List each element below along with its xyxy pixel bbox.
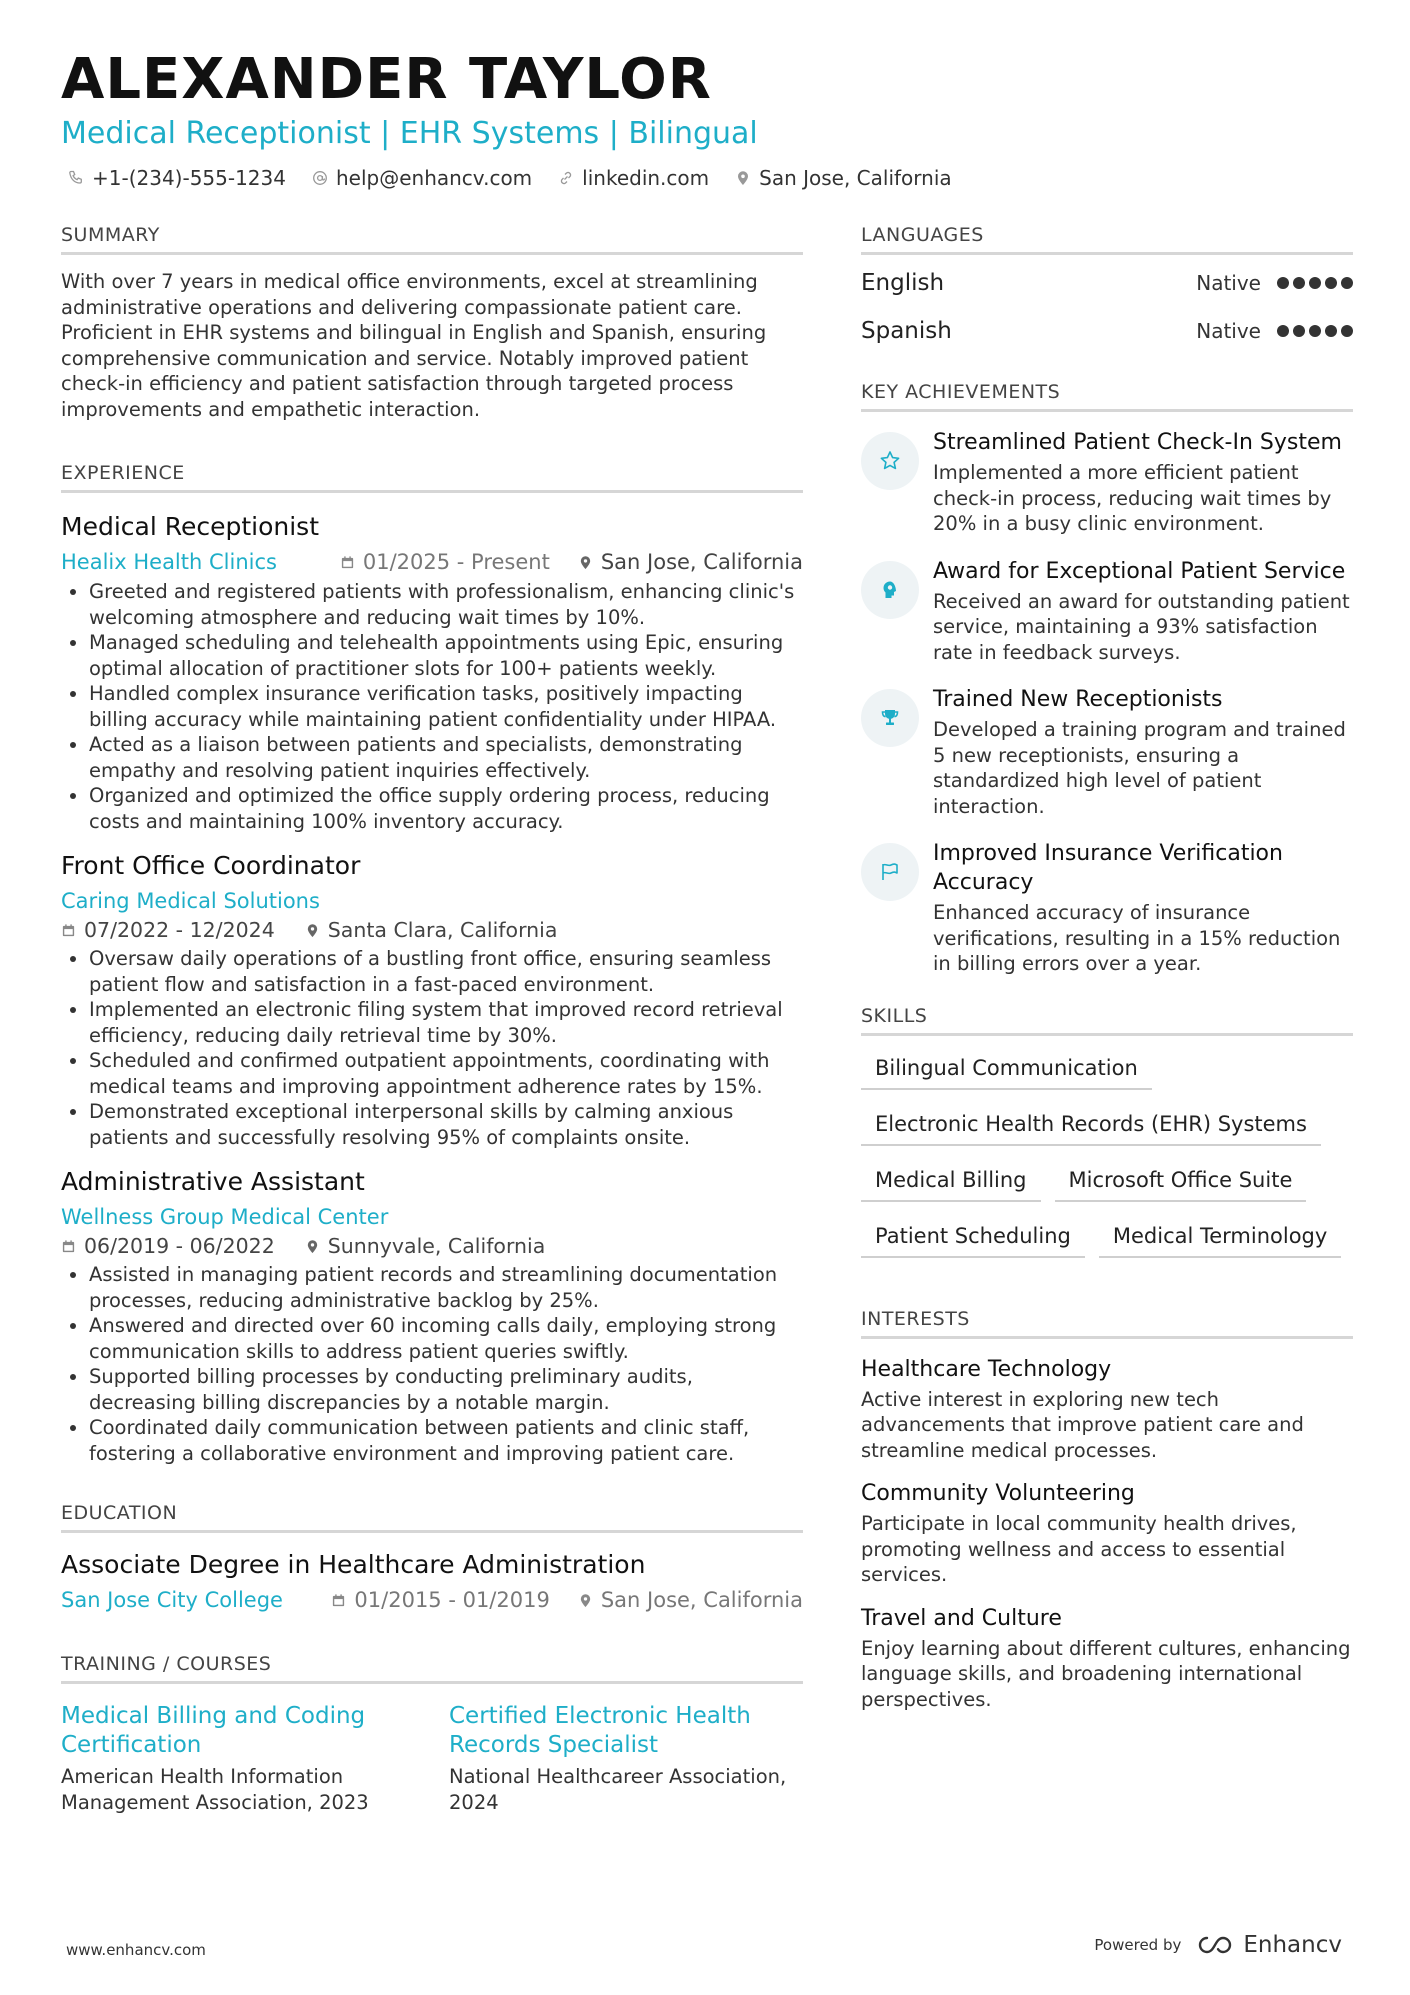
- achievement-item: [861, 685, 1353, 819]
- job-meta-secondary: [61, 916, 803, 944]
- company-name: Wellness Group Medical Center: [61, 1205, 389, 1229]
- interest-desc: Participate in local community health drives, promoting wellness and access to essential services.: [861, 1512, 1297, 1586]
- contact-email[interactable]: [312, 166, 532, 190]
- phone-icon: [68, 170, 84, 186]
- footer-branding[interactable]: [1094, 1932, 1342, 1958]
- achievement-desc: Enhanced accuracy of insurance verifications, resulting in a 15% reduction in billing errors over a year.: [933, 901, 1341, 975]
- interest-item: [861, 1604, 1353, 1713]
- candidate-name: ALEXANDER TAYLOR: [61, 47, 712, 112]
- summary-title: SUMMARY: [61, 224, 803, 255]
- dot-filled: [1341, 277, 1353, 289]
- job-dates-text: 07/2022 - 12/2024: [84, 918, 275, 942]
- achievement-item: [861, 428, 1353, 537]
- contact-bar: [68, 166, 952, 190]
- experience-title: EXPERIENCE: [61, 462, 803, 493]
- job-meta: [61, 1202, 803, 1232]
- bullet: • Answered and directed over 60 incoming calls daily, employing strong communication skills to address patient queries swiftly.: [89, 1313, 803, 1364]
- language-level-text: Native: [1196, 319, 1261, 343]
- job-dates-text: 01/2025 - Present: [362, 550, 550, 574]
- course-title: Certified Electronic Health Records Specialist: [449, 1703, 751, 1758]
- contact-phone[interactable]: [68, 166, 286, 190]
- interest-title: Travel and Culture: [861, 1605, 1062, 1631]
- language-name: English: [861, 270, 945, 296]
- skill-tag: Bilingual Communication: [861, 1046, 1152, 1090]
- achievement-title: Streamlined Patient Check-In System: [933, 430, 1342, 455]
- job-location: [578, 547, 803, 577]
- dot-filled: [1341, 325, 1353, 337]
- contact-location: [735, 166, 952, 190]
- achievement-title: Trained New Receptionists: [933, 687, 1223, 712]
- company-name: Caring Medical Solutions: [61, 889, 320, 913]
- experience-section: [61, 462, 803, 1466]
- location-icon: [735, 170, 751, 186]
- education-location-text: San Jose, California: [600, 1588, 803, 1612]
- interest-item: [861, 1355, 1353, 1464]
- achievement-title: Award for Exceptional Patient Service: [933, 558, 1346, 584]
- job-title: Medical Receptionist: [61, 512, 320, 541]
- bullet: • Handled complex insurance verification tasks, positively impacting billing accuracy while maintaining patient confidentiality under HIPAA.: [89, 681, 803, 732]
- calendar-icon: [331, 1593, 346, 1608]
- job-dates: [340, 547, 550, 577]
- interest-title: Community Volunteering: [861, 1481, 1135, 1506]
- job-entry: [61, 1166, 803, 1466]
- job-location-text: Sunnyvale, California: [327, 1234, 546, 1258]
- course-provider: National Healthcareer Association, 2024: [449, 1765, 787, 1814]
- contact-linkedin[interactable]: [558, 166, 709, 190]
- languages-section: [861, 224, 1353, 355]
- contact-linkedin-text: linkedin.com: [582, 166, 710, 190]
- job-entry: [61, 511, 803, 834]
- achievement-icon-badge: [861, 432, 919, 490]
- achievements-title: KEY ACHIEVEMENTS: [861, 381, 1353, 412]
- interest-desc: Enjoy learning about different cultures, enhancing language skills, and broadening international perspectives.: [861, 1636, 1351, 1711]
- head-icon: [878, 578, 902, 602]
- location-icon: [578, 1593, 593, 1608]
- email-icon: [312, 170, 328, 186]
- job-title: Front Office Coordinator: [61, 851, 361, 880]
- headline: Medical Receptionist | EHR Systems | Bilingual: [61, 116, 758, 151]
- job-dates: [61, 1232, 275, 1260]
- skills-section: [861, 1005, 1353, 1258]
- interest-desc: Active interest in exploring new tech advancements that improve patient care and streamline medical processes.: [861, 1387, 1304, 1462]
- job-dates-text: 06/2019 - 06/2022: [84, 1234, 275, 1258]
- job-meta: [61, 886, 803, 916]
- achievement-icon-badge: [861, 561, 919, 619]
- enhancv-logo-icon: [1195, 1934, 1235, 1956]
- achievement-item: [861, 557, 1353, 666]
- contact-email-text: help@enhancv.com: [335, 166, 533, 190]
- left-column: [61, 224, 803, 1815]
- job-meta-secondary: [61, 1232, 803, 1260]
- training-section: [61, 1653, 803, 1815]
- brand-logo: [1195, 1932, 1342, 1958]
- job-bullets: [61, 1262, 803, 1466]
- achievement-desc: Developed a training program and trained 5 new receptionists, ensuring a standardized high level of patient interaction.: [933, 718, 1346, 818]
- interests-title: INTERESTS: [861, 1308, 1353, 1339]
- skills-list: [861, 1046, 1353, 1258]
- link-icon: [558, 170, 574, 186]
- bullet: • Demonstrated exceptional interpersonal skills by calming anxious patients and successfully resolving 95% of complaints onsite.: [89, 1099, 803, 1150]
- brand-name: Enhancv: [1243, 1932, 1342, 1958]
- summary-text: With over 7 years in medical office environments, excel at streamlining administrative operations and delivering compassionate patient care. Proficient in EHR systems and bilingual in English and Spanish, ensuring comprehensive communication and service. Notably improved patient check-in efficiency and patient satisfaction through targeted process improvements and empathetic interaction.: [61, 270, 767, 421]
- skill-tag: Microsoft Office Suite: [1055, 1158, 1307, 1202]
- interests-section: [861, 1308, 1353, 1713]
- language-name: Spanish: [861, 318, 952, 344]
- bullet: • Implemented an electronic filing system that improved record retrieval efficiency, reducing daily retrieval time by 30%.: [89, 997, 803, 1048]
- bullet: • Scheduled and confirmed outpatient appointments, coordinating with medical teams and improving appointment adherence rates by 15%.: [89, 1048, 803, 1099]
- company-name: Healix Health Clinics: [61, 550, 277, 574]
- skill-tag: Medical Billing: [861, 1158, 1041, 1202]
- job-bullets: [61, 946, 803, 1150]
- job-bullets: [61, 579, 803, 834]
- right-column: [861, 224, 1353, 1728]
- bullet: • Managed scheduling and telehealth appointments using Epic, ensuring optimal allocation of practitioner slots for 100+ patients weekly.: [89, 630, 803, 681]
- achievement-item: [861, 839, 1353, 977]
- flag-icon: [878, 860, 902, 884]
- achievement-desc: Received an award for outstanding patient service, maintaining a 93% satisfaction rate in feedback surveys.: [933, 589, 1350, 664]
- job-meta: [61, 547, 803, 577]
- interest-item: [861, 1479, 1353, 1588]
- course-list: [61, 1702, 803, 1815]
- course-item: [449, 1702, 803, 1815]
- location-icon: [305, 1239, 320, 1254]
- school-name: San Jose City College: [61, 1588, 283, 1612]
- education-section: [61, 1502, 803, 1615]
- course-item: [61, 1702, 415, 1815]
- achievement-icon-badge: [861, 843, 919, 901]
- footer-website[interactable]: www.enhancv.com: [66, 1941, 206, 1959]
- bullet: • Supported billing processes by conducting preliminary audits, decreasing billing discrepancies by a notable margin.: [89, 1364, 803, 1415]
- dot-filled: [1309, 277, 1321, 289]
- language-proficiency: [1196, 319, 1353, 343]
- calendar-icon: [61, 923, 76, 938]
- bullet: • Coordinated daily communication between patients and clinic staff, fostering a collaborative environment and improving patient care.: [89, 1415, 803, 1466]
- skill-tag: Patient Scheduling: [861, 1214, 1085, 1258]
- dot-filled: [1293, 325, 1305, 337]
- proficiency-dots: [1277, 325, 1353, 337]
- language-item: [861, 307, 1353, 355]
- language-proficiency: [1196, 271, 1353, 295]
- education-location: [578, 1585, 803, 1615]
- job-dates: [61, 916, 275, 944]
- star-icon: [878, 449, 902, 473]
- dot-filled: [1309, 325, 1321, 337]
- dot-filled: [1293, 277, 1305, 289]
- trophy-icon: [878, 706, 902, 730]
- dot-filled: [1325, 325, 1337, 337]
- bullet: • Acted as a liaison between patients and specialists, demonstrating empathy and resolving patient inquiries effectively.: [89, 732, 803, 783]
- job-location: [305, 1232, 546, 1260]
- powered-by-label: Powered by: [1094, 1936, 1182, 1954]
- course-title: Medical Billing and Coding Certification: [61, 1703, 366, 1758]
- contact-location-text: San Jose, California: [759, 166, 952, 190]
- bullet: • Greeted and registered patients with professionalism, enhancing clinic's welcoming atmosphere and reducing wait times by 10%.: [89, 579, 803, 630]
- job-location-text: San Jose, California: [600, 550, 803, 574]
- job-title: Administrative Assistant: [61, 1167, 365, 1196]
- achievement-desc: Implemented a more efficient patient check-in process, reducing wait times by 20% in a busy clinic environment.: [933, 461, 1332, 535]
- achievement-title: Improved Insurance Verification Accuracy: [933, 841, 1283, 895]
- degree-title: Associate Degree in Healthcare Administration: [61, 1550, 646, 1579]
- location-icon: [305, 923, 320, 938]
- bullet: • Assisted in managing patient records and streamlining documentation processes, reducing administrative backlog by 25%.: [89, 1262, 803, 1313]
- course-provider: American Health Information Management Association, 2023: [61, 1765, 369, 1814]
- dot-filled: [1325, 277, 1337, 289]
- achievement-icon-badge: [861, 689, 919, 747]
- job-entry: [61, 850, 803, 1150]
- contact-phone-text: +1-(234)-555-1234: [92, 166, 286, 190]
- training-title: TRAINING / COURSES: [61, 1653, 803, 1684]
- proficiency-dots: [1277, 277, 1353, 289]
- calendar-icon: [61, 1239, 76, 1254]
- summary-section: [61, 224, 803, 422]
- bullet: • Oversaw daily operations of a bustling front office, ensuring seamless patient flow and satisfaction in a fast-paced environment.: [89, 946, 803, 997]
- job-location: [305, 916, 558, 944]
- language-item: [861, 259, 1353, 307]
- education-title: EDUCATION: [61, 1502, 803, 1533]
- dot-filled: [1277, 325, 1289, 337]
- language-level-text: Native: [1196, 271, 1261, 295]
- achievements-section: [861, 381, 1353, 977]
- dot-filled: [1277, 277, 1289, 289]
- job-location-text: Santa Clara, California: [327, 918, 558, 942]
- skill-tag: Medical Terminology: [1099, 1214, 1341, 1258]
- bullet: • Organized and optimized the office supply ordering process, reducing costs and maintaining 100% inventory accuracy.: [89, 783, 803, 834]
- skills-title: SKILLS: [861, 1005, 1353, 1036]
- education-dates-text: 01/2015 - 01/2019: [354, 1588, 550, 1612]
- languages-title: LANGUAGES: [861, 224, 1353, 255]
- interest-title: Healthcare Technology: [861, 1356, 1112, 1382]
- location-icon: [578, 555, 593, 570]
- education-dates: [331, 1585, 549, 1615]
- skill-tag: Electronic Health Records (EHR) Systems: [861, 1102, 1321, 1146]
- calendar-icon: [340, 555, 355, 570]
- education-meta: [61, 1585, 803, 1615]
